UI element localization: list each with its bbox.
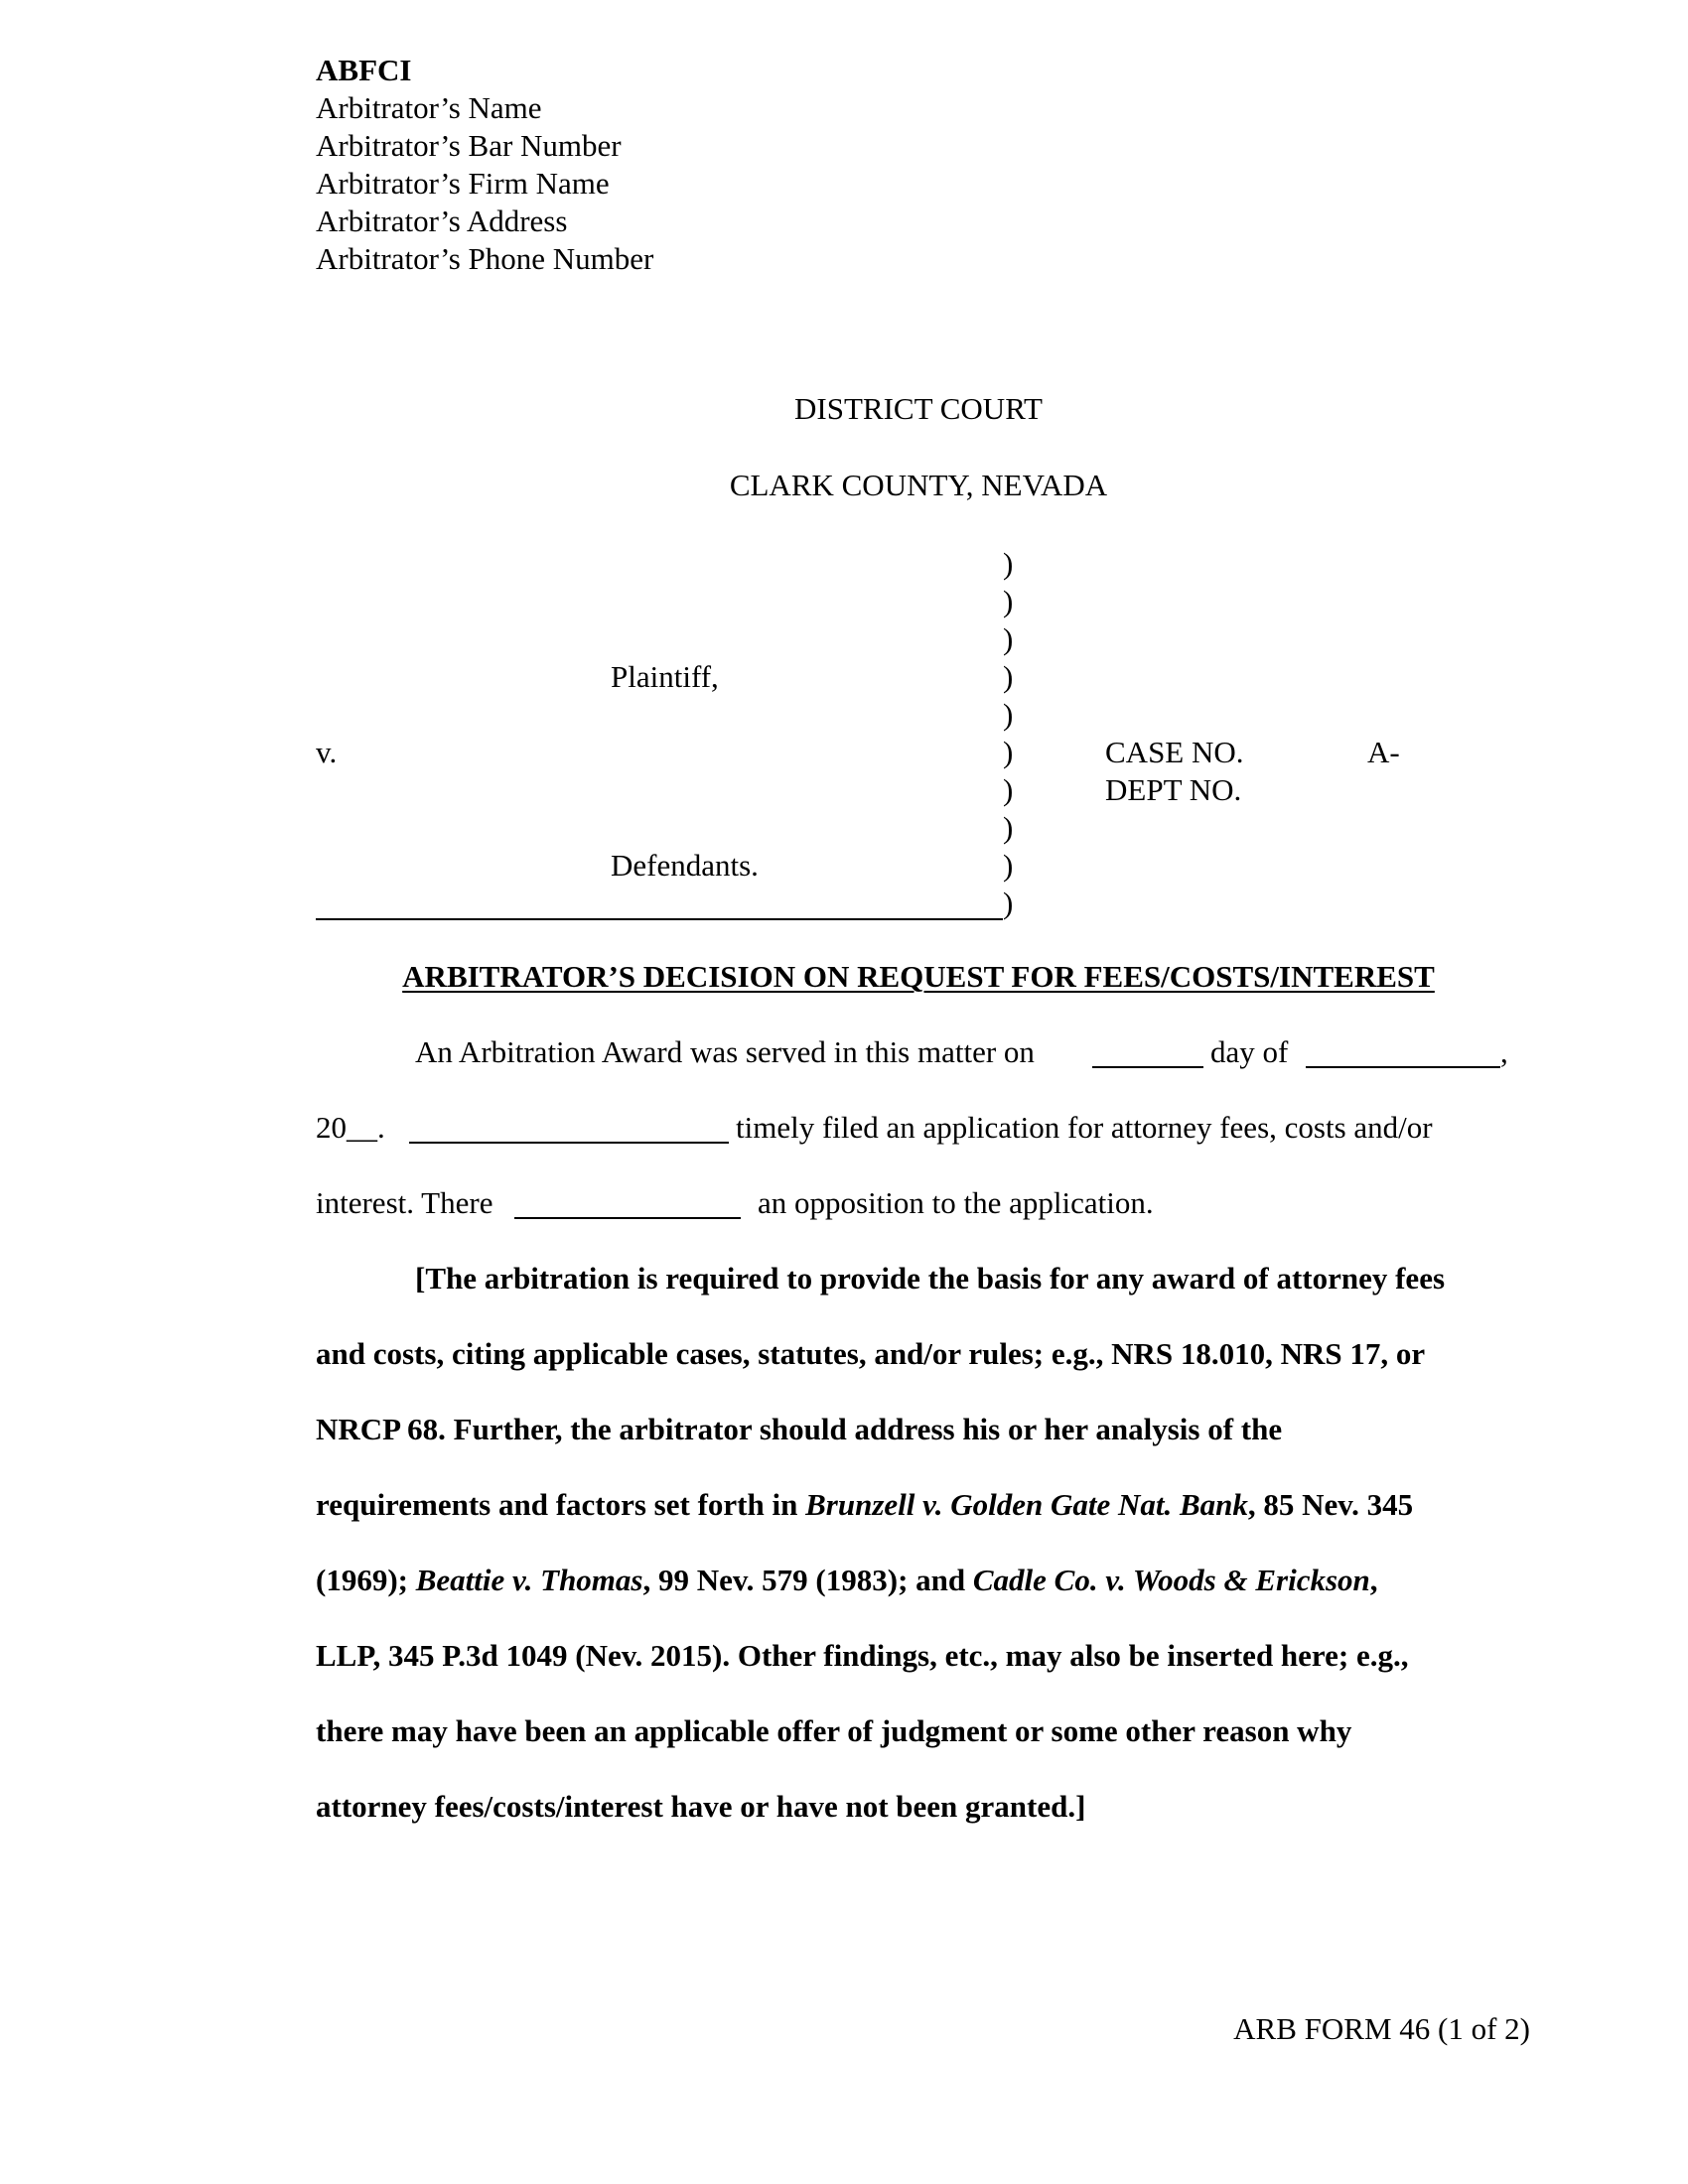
caption-bottom-rule [316, 918, 1003, 920]
versus-label: v. [316, 735, 338, 769]
instruction-line-4 [316, 1489, 1413, 1520]
body-line-3a: interest. There [316, 1185, 493, 1220]
opposition-blank[interactable] [514, 1217, 741, 1219]
instruction-line-3: NRCP 68. Further, the arbitrator should address his or her analysis of the [316, 1412, 1283, 1446]
case-no-value: A- [1367, 735, 1400, 769]
plaintiff-label: Plaintiff, [611, 659, 719, 694]
document-title: ARBITRATOR’S DECISION ON REQUEST FOR FEES/COSTS/INTEREST [402, 959, 1435, 994]
instruction-line-6: LLP, 345 P.3d 1049 (Nev. 2015). Other findings, etc., may also be inserted here; e.g., [316, 1638, 1409, 1673]
case-no-label: CASE NO. [1105, 735, 1244, 769]
paren: ) [1003, 584, 1014, 618]
instruction-line-5c: , [1369, 1563, 1378, 1597]
instruction-line-4a: requirements and factors set forth in [316, 1487, 798, 1522]
instruction-line-1: [The arbitration is required to provide the basis for any award of attorney fees [415, 1261, 1446, 1296]
paren: ) [1003, 772, 1014, 807]
paren: ) [1003, 886, 1014, 920]
paren: ) [1003, 659, 1014, 694]
body-line-3b: an opposition to the application. [758, 1185, 1154, 1220]
filing-party-blank[interactable] [409, 1142, 729, 1144]
arbitrator-firm-name: Arbitrator’s Firm Name [316, 166, 610, 201]
paren: ) [1003, 810, 1014, 845]
body-line-1b: day of [1210, 1034, 1289, 1069]
case-brunzell: Brunzell v. Golden Gate Nat. Bank [805, 1487, 1248, 1522]
court-name: DISTRICT COURT [794, 391, 1043, 426]
instruction-line-4b: , 85 Nev. 345 [1247, 1487, 1414, 1522]
case-beattie: Beattie v. Thomas [415, 1563, 643, 1597]
org-name: ABFCI [316, 53, 412, 87]
arbitrator-bar-number: Arbitrator’s Bar Number [316, 128, 622, 163]
arbitrator-phone: Arbitrator’s Phone Number [316, 241, 654, 276]
instruction-line-5a: (1969); [316, 1563, 408, 1597]
paren: ) [1003, 621, 1014, 656]
instruction-line-8: attorney fees/costs/interest have or have not been granted.] [316, 1789, 1086, 1824]
paren: ) [1003, 848, 1014, 883]
paren: ) [1003, 735, 1014, 769]
instruction-line-2: and costs, citing applicable cases, statutes, and/or rules; e.g., NRS 18.010, NRS 17, or [316, 1336, 1426, 1371]
court-county: CLARK COUNTY, NEVADA [729, 468, 1108, 502]
arbitrator-name: Arbitrator’s Name [316, 90, 542, 125]
body-line-2a: 20__. [316, 1110, 385, 1145]
body-line-1c: , [1500, 1034, 1508, 1069]
arbitrator-address: Arbitrator’s Address [316, 204, 568, 238]
dept-no-label: DEPT NO. [1105, 772, 1242, 807]
served-day-blank[interactable] [1092, 1066, 1203, 1068]
body-line-2b: timely filed an application for attorney fees, costs and/or [736, 1110, 1433, 1145]
instruction-line-7: there may have been an applicable offer of judgment or some other reason why [316, 1713, 1352, 1748]
served-month-blank[interactable] [1306, 1066, 1500, 1068]
paren: ) [1003, 546, 1014, 581]
instruction-line-5 [316, 1565, 1378, 1595]
body-line-1a: An Arbitration Award was served in this matter on [415, 1034, 1035, 1069]
case-cadle: Cadle Co. v. Woods & Erickson [972, 1563, 1370, 1597]
instruction-line-5b: , 99 Nev. 579 (1983); and [642, 1563, 966, 1597]
paren: ) [1003, 697, 1014, 732]
form-id: ARB FORM 46 (1 of 2) [1233, 2011, 1530, 2046]
defendants-label: Defendants. [611, 848, 759, 883]
